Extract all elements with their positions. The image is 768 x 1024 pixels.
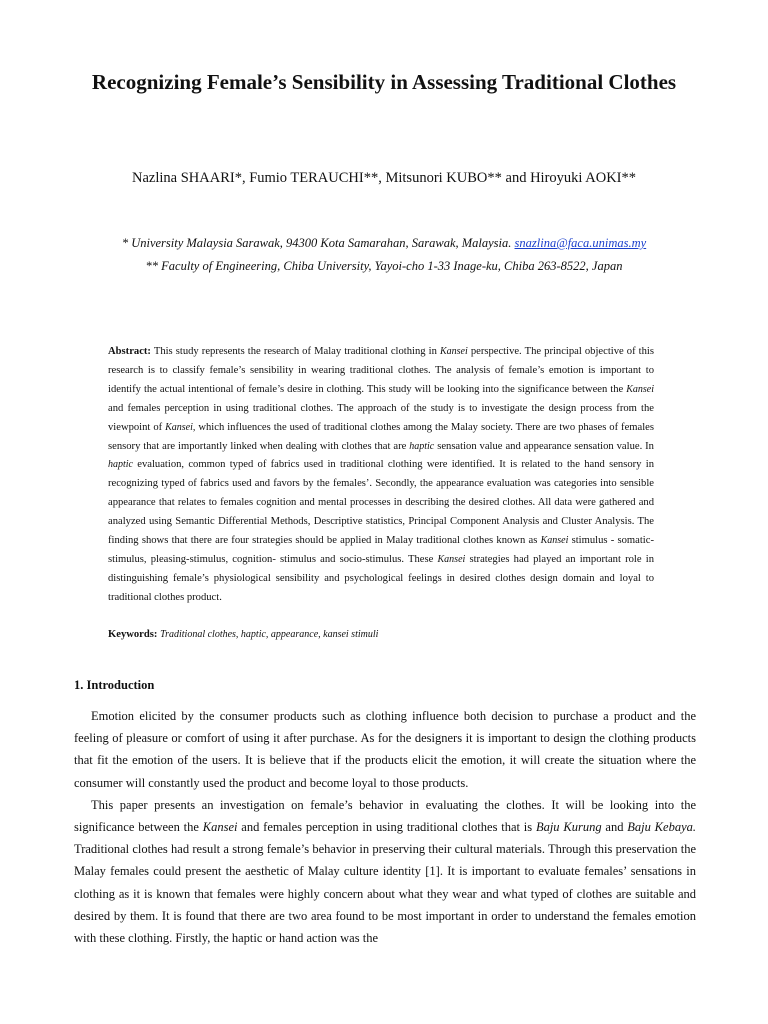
abstract-label: Abstract: [108,346,151,357]
abstract-text: strategies had played an important role in distinguishing female’s physiological sensibility and psychological feelings in desired clothes design domain and loyal to traditional clothes product. [108,553,654,603]
abstract-text: This study represents the research of Malay traditional clothing in [153,346,440,357]
author-email-link[interactable]: snazlina@faca.unimas.my [514,236,647,250]
term-kansei: Kansei [202,820,238,835]
abstract-term-kansei: Kansei [540,535,569,547]
abstract-text: evaluation, common typed of fabrics used in traditional clothing were identified. It is related to the hand sensory in recognizing typed of fabrics used and favors by the females’. Secondly, the appearance evaluation was categories into sensible appearance that relates to females cognition and mental processes in describing the desired clothes. All data were gathered and analyzed using Semantic Differential Methods, Descriptive statistics, Principal Component Analysis and Cluster Analysis. The finding shows that there are four strategies should be applied in Malay traditional clothes known as [108,459,654,547]
abstract [108,343,654,608]
section-heading-introduction: 1. Introduction [74,678,155,692]
paragraph-2 [74,794,696,949]
abstract-text: stimulus - somatic-stimulus, pleasing-stimulus, cognition- stimulus and socio-stimulus. These [108,535,654,565]
abstract-term-haptic: haptic [409,440,435,452]
affiliation-2: ** Faculty of Engineering, Chiba University, Yayoi-cho 1-33 Inage-ku, Chiba 263-8522, Japan [145,259,623,273]
paper-title: Recognizing Female’s Sensibility in Assessing Traditional Clothes [91,70,677,94]
keywords-value: Traditional clothes, haptic, appearance, kansei stimuli [160,629,379,640]
abstract-text: sensation value and appearance sensation value. In [434,440,654,452]
abstract-term-kansei: Kansei [437,553,466,565]
term-baju-kebaya: Baju Kebaya. [627,820,696,835]
paragraph-text: This paper presents an investigation on female’s behavior in evaluating the clothes. It will be looking into the significance between the [74,797,696,835]
keywords [108,626,654,644]
affiliation-1 [40,236,728,251]
author-list: Nazlina SHAARI*, Fumio TERAUCHI**, Mitsunori KUBO** and Hiroyuki AOKI** [132,170,636,186]
paragraph-text: and [601,820,628,835]
abstract-text: perspective. The principal objective of this research is to classify female’s sensibility in wearing traditional clothes. The analysis of female’s emotion is important to identify the actual intentional of female’s desire in clothing. This study will be looking into the significance between the [108,346,654,395]
abstract-term-kansei: Kansei [626,383,654,395]
term-baju-kurung: Baju Kurung [535,820,602,835]
paragraph-text: Traditional clothes had result a strong female’s behavior in preserving their cultural materials. Through this preservation the Malay females could present the aesthetic of Malay culture identity [1]. It is important to evaluate females’ sensations in clothing as it is known that females were highly concern about what they wear and what typed of clothes are suitable and desired by them. It is found that there are two area found to be most important in order to understand the females emotion with these clothing. Firstly, the haptic or hand action was the [74,842,696,946]
introduction-body [74,705,696,949]
abstract-term-kansei: Kansei [439,346,468,357]
affiliation-1-text: * University Malaysia Sarawak, 94300 Kota Samarahan, Sarawak, Malaysia. [121,236,512,250]
paragraph-1: Emotion elicited by the consumer products such as clothing influence both decision to purchase a product and the feeling of pleasure or comfort of using it after purchase. As for the designers it is important to design the clothing products that fit the emotion of the users. It is believe that if the products elicit the emotion, it will create the situation where the consumer will constantly used the product and become loyal to those products. [74,709,696,790]
abstract-text: and females perception in using traditional clothes. The approach of the study is to investigate the design process from the viewpoint of [108,402,654,433]
keywords-label: Keywords: [108,629,158,640]
paragraph-text: and females perception in using traditional clothes that is [237,820,536,835]
abstract-term-kansei: Kansei, [165,421,196,433]
abstract-text: which influences the used of traditional clothes among the Malay society. There are two phases of females sensory that are importantly linked when dealing with clothes that are [108,421,654,452]
abstract-term-haptic: haptic [108,459,133,471]
